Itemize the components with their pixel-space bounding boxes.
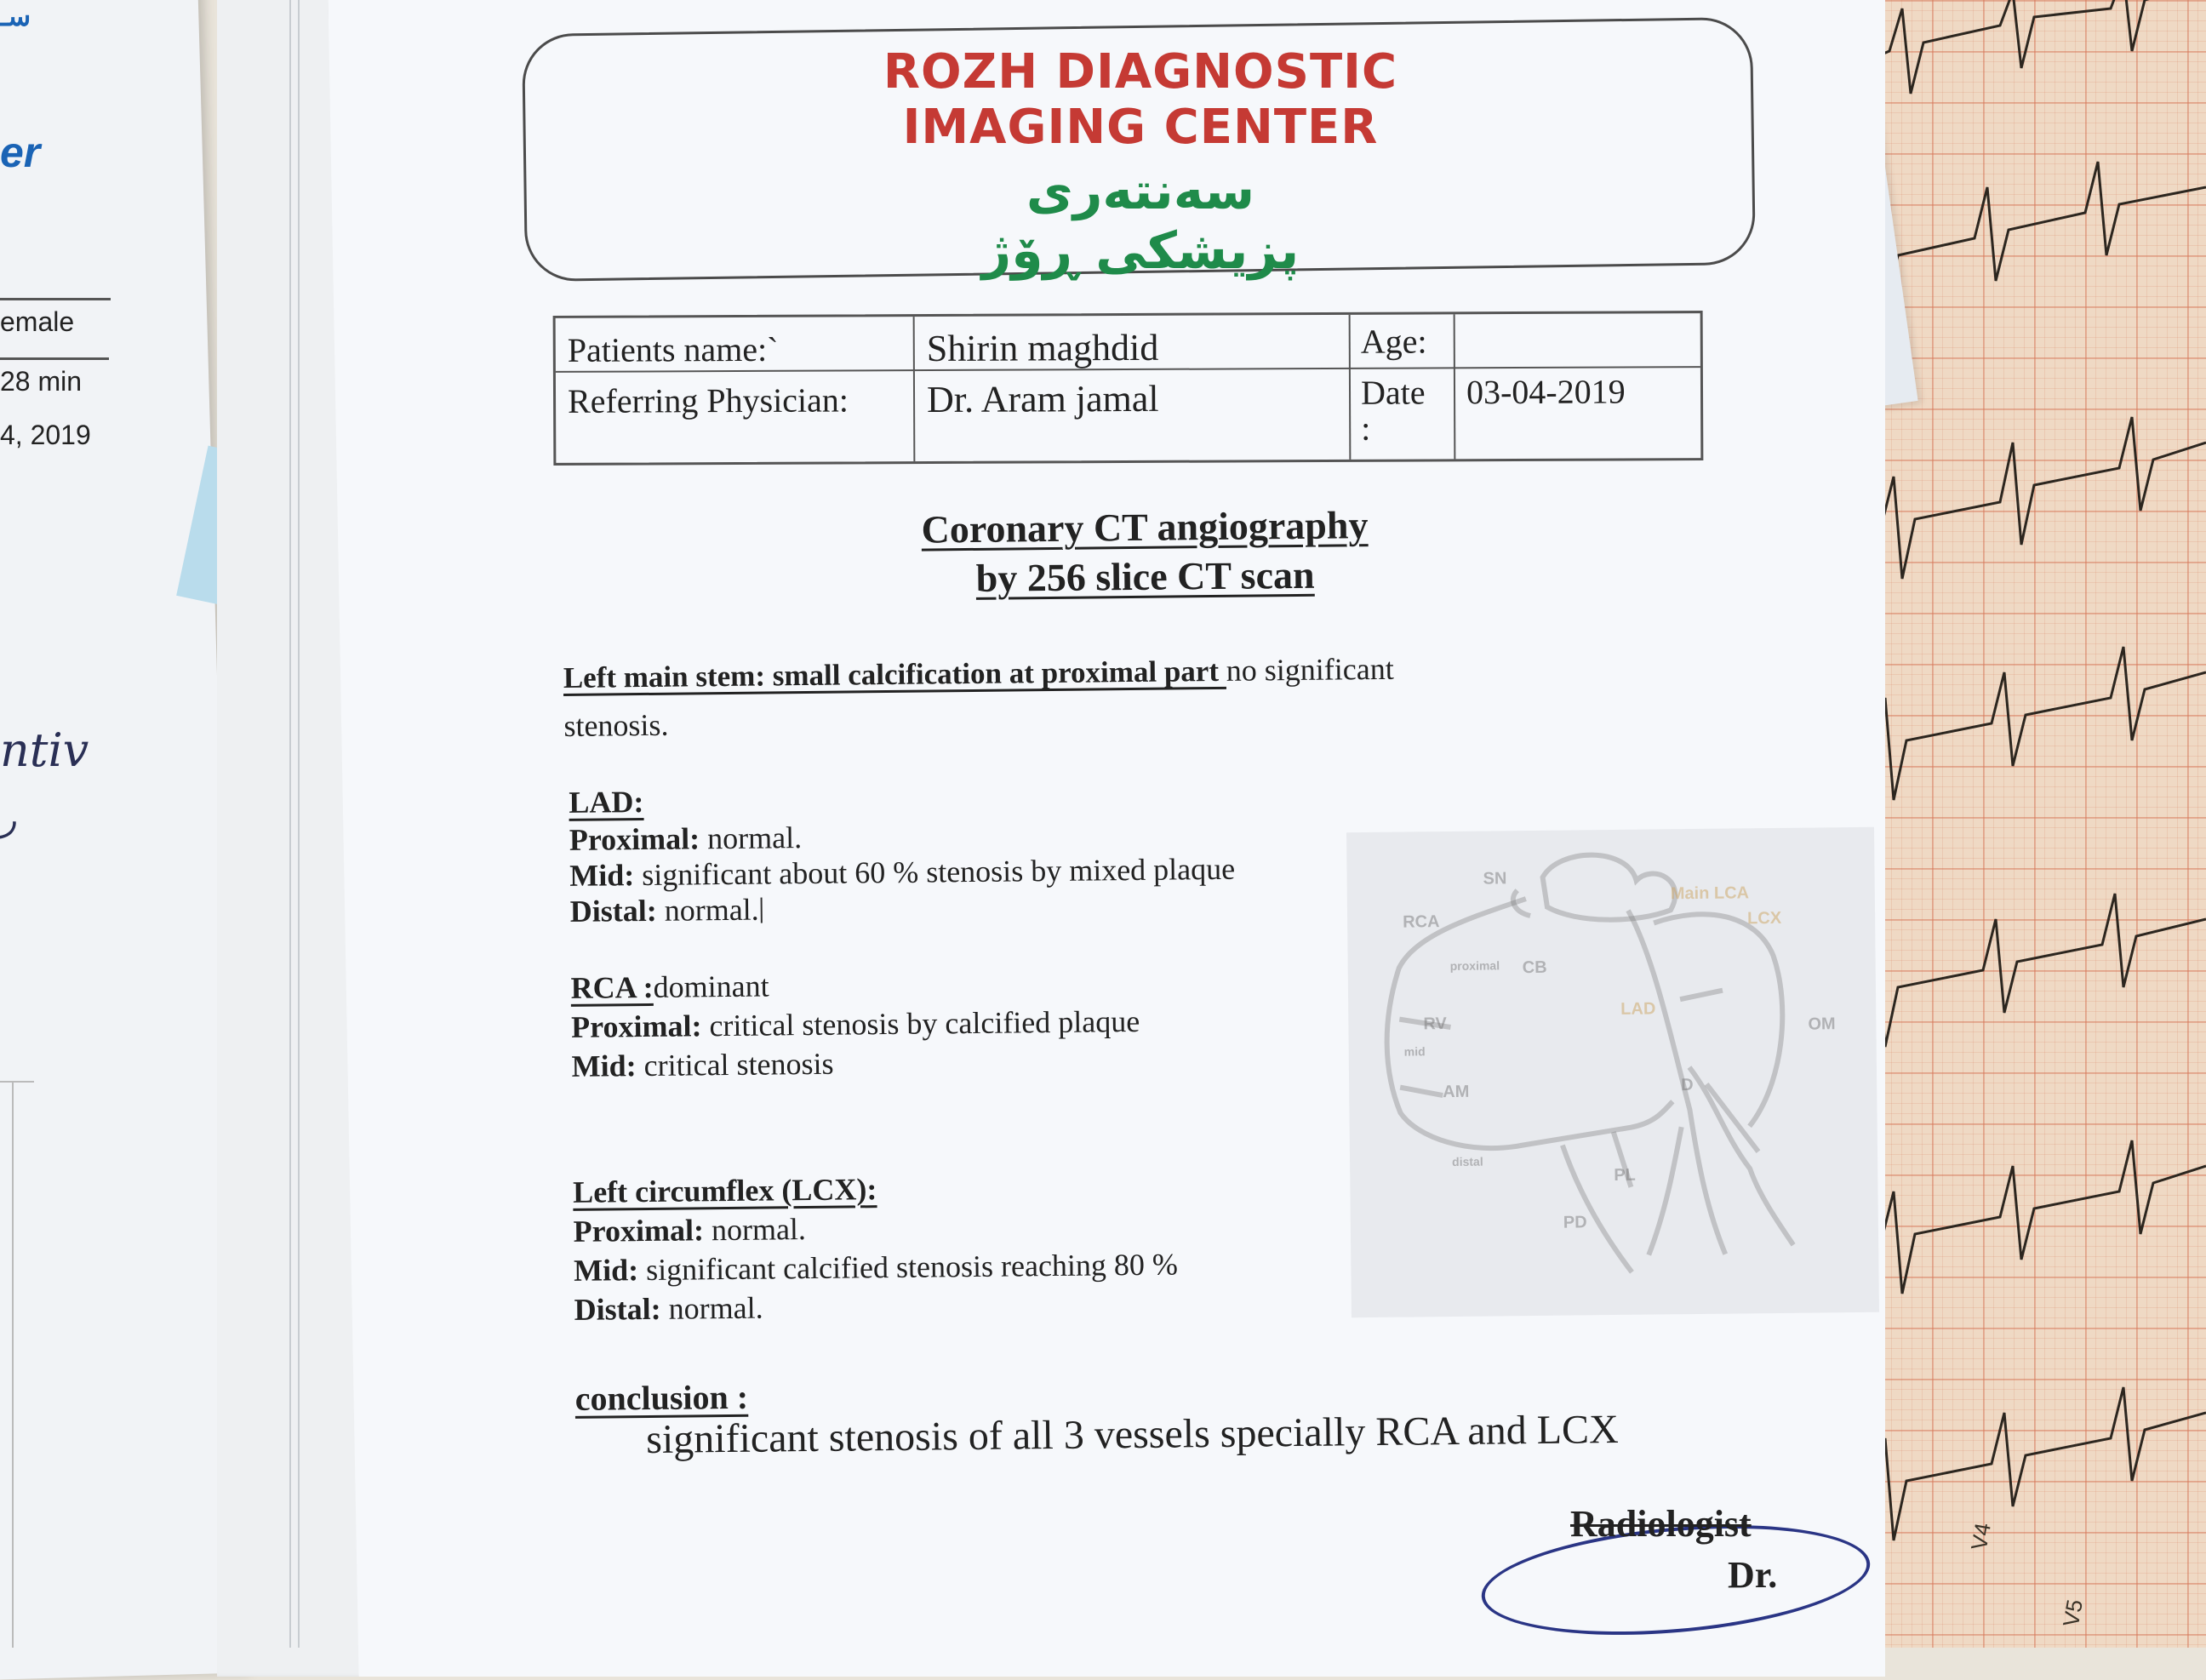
diagram-label-sn: SN [1483, 869, 1507, 889]
lcx-distal-label: Distal: [574, 1291, 661, 1327]
left-sheet-gender: emale [0, 306, 75, 337]
lcx-mid-label: Mid: [573, 1253, 639, 1288]
diagram-label-main-lca: Main LCA [1670, 883, 1750, 904]
report-title-line2: by 256 slice CT scan [975, 552, 1315, 600]
age-label: Age: [1360, 322, 1427, 361]
lcx-proximal-label: Proximal: [573, 1213, 705, 1249]
diagram-label-distal: distal [1452, 1154, 1483, 1169]
text-cursor [761, 898, 763, 923]
patient-name-label: Patients name:` [567, 329, 779, 369]
lad-mid-label: Mid: [569, 858, 635, 893]
lcx-heading: Left circumflex (LCX): [572, 1172, 877, 1209]
diagram-label-rv: RV [1423, 1014, 1447, 1034]
diagram-label-pd: PD [1563, 1213, 1587, 1232]
lad-heading: LAD: [569, 785, 644, 820]
report-title-line1: Coronary CT angiography [921, 503, 1369, 551]
radiologist-title: Dr. [1728, 1554, 1778, 1596]
rca-heading-value: dominant [653, 969, 769, 1004]
rca-proximal-value: critical stenosis by calcified plaque [701, 1003, 1140, 1043]
lcx-mid-value: significant calcified stenosis reaching 80 % [637, 1247, 1179, 1288]
center-name-kurdish: سەنتەری پزیشکی ڕۆژ [981, 162, 1300, 281]
center-name-line1: ROZH DIAGNOSTIC [883, 44, 1398, 100]
left-sheet-handwriting: ntiv [0, 723, 89, 777]
left-main-finding [563, 651, 1394, 695]
lcx-proximal-value: normal. [703, 1212, 807, 1248]
lcx-distal [574, 1290, 763, 1328]
date-label: Date [1360, 373, 1426, 412]
lad-mid [569, 851, 1235, 894]
lad-mid-value: significant about 60 % stenosis by mixed plaque [634, 851, 1236, 893]
radiologist-label: Radiologist [1570, 1503, 1752, 1545]
left-main-text: no significant [1226, 651, 1394, 688]
lad-proximal [569, 820, 803, 858]
coronary-artery-diagram [1346, 827, 1879, 1317]
ecg-lead-v4: V4 [1965, 1521, 1996, 1552]
diagram-label-lcx: LCX [1747, 908, 1782, 929]
rca-heading: RCA : [570, 969, 654, 1005]
referring-physician-value: Dr. Aram jamal [926, 377, 1159, 421]
left-sheet-fragment-er: er [0, 129, 41, 176]
lad-distal [570, 892, 763, 929]
diagram-label-proximal: proximal [1449, 958, 1500, 973]
rca-mid-label: Mid: [571, 1049, 637, 1083]
diagram-label-am: AM [1443, 1082, 1470, 1102]
lad-distal-value: normal. [656, 892, 759, 928]
diagram-label-d: D [1681, 1076, 1694, 1095]
diagram-label-om: OM [1808, 1014, 1836, 1034]
patient-name-value: Shirin maghdid [926, 326, 1159, 370]
rca-mid-value: critical stenosis [636, 1046, 834, 1083]
rca-mid [571, 1046, 833, 1084]
lad-distal-label: Distal: [569, 893, 657, 929]
lcx-proximal [573, 1211, 806, 1249]
conclusion-text: significant stenosis of all 3 vessels specially RCA and LCX [645, 1407, 1619, 1463]
center-name-line2: IMAGING CENTER [902, 100, 1379, 155]
left-sheet-fragment-top: سـ [0, 1, 31, 31]
referring-physician-label: Referring Physician: [567, 380, 849, 420]
date-label-colon: : [1361, 409, 1371, 448]
coronary-artery-drawing [1346, 827, 1879, 1317]
lad-proximal-value: normal. [699, 820, 803, 856]
lcx-distal-value: normal. [660, 1290, 763, 1326]
left-main-text-line2: stenosis. [563, 707, 669, 743]
left-sheet-handwriting: ر [0, 800, 17, 839]
diagram-label-cb: CB [1522, 957, 1547, 978]
diagram-label-rca: RCA [1403, 912, 1440, 932]
lcx-mid [574, 1246, 1178, 1288]
rca-proximal-label: Proximal: [570, 1009, 702, 1044]
lad-proximal-label: Proximal: [569, 821, 700, 857]
date-value: 03-04-2019 [1466, 372, 1626, 412]
diagram-label-mid: mid [1403, 1044, 1426, 1059]
conclusion-heading: conclusion : [574, 1377, 749, 1418]
left-sheet-date: 4, 2019 [0, 420, 91, 450]
ecg-lead-v5: V5 [2057, 1597, 2088, 1629]
left-sheet-duration: 28 min [0, 366, 83, 397]
rca-proximal [571, 1003, 1140, 1045]
diagram-label-pl: PL [1614, 1165, 1636, 1185]
diagram-label-lad: LAD [1620, 999, 1656, 1019]
left-main-label: Left main stem: small calcification at proximal part [563, 654, 1226, 694]
rca-heading-line [570, 968, 769, 1005]
